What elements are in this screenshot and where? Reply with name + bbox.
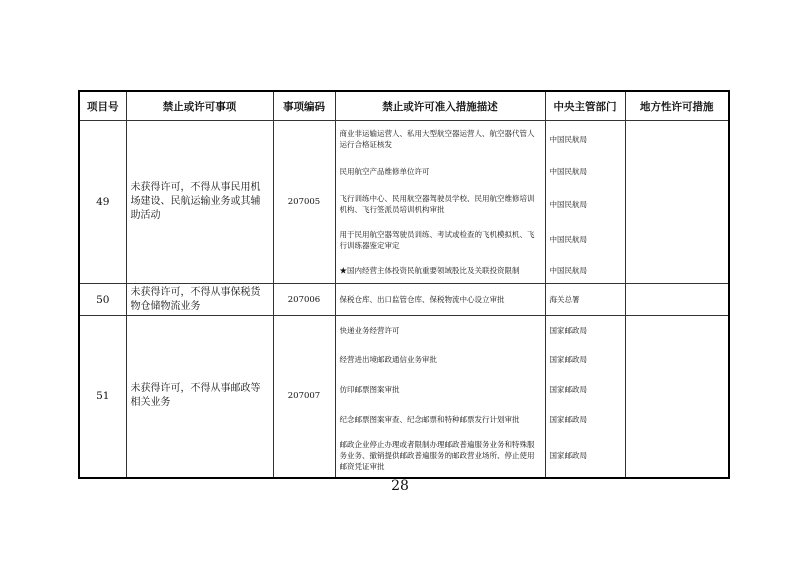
department-item: [546, 285, 625, 315]
measure-item: [336, 121, 545, 157]
measure-item: [336, 257, 545, 283]
header-local-measures: 地方性许可措施: [625, 91, 729, 121]
department-item: [546, 222, 625, 257]
page-number: 28: [391, 478, 409, 494]
department-text: 中国民航局: [549, 167, 587, 176]
row-number: 51: [79, 316, 126, 478]
row-item: 未获得许可，不得从事民用机场建设、民航运输业务或其辅助活动: [126, 121, 273, 284]
header-item-code: 事项编码: [273, 91, 335, 121]
header-measures: 禁止或许可准入措施描述: [335, 91, 545, 121]
measure-item: [336, 186, 545, 222]
department-text: 国家邮政局: [549, 325, 587, 335]
row-local-measures: [625, 316, 729, 478]
measure-text: 飞行训练中心、民用航空器驾驶员学校、民用航空维修培训机构、飞行签派员培训机构审批: [339, 194, 535, 214]
measure-text: 快递业务经营许可: [339, 325, 400, 335]
measure-text: ★国内经营主体投资民航重要领域股比及关联投资限制: [339, 265, 520, 275]
department-item: [546, 157, 625, 186]
department-text: 海关总署: [549, 295, 580, 304]
table-header-row: [79, 91, 729, 121]
measure-item: [336, 344, 545, 374]
header-central-department: 中央主管部门: [545, 91, 625, 121]
department-item: [546, 404, 625, 434]
measure-item: [336, 404, 545, 434]
row-measures: [335, 316, 545, 478]
department-text: 国家邮政局: [549, 354, 587, 364]
table-row: [79, 284, 729, 316]
row-number: 50: [79, 284, 126, 316]
measure-text: 民用航空产品维修单位许可: [339, 167, 430, 176]
department-text: 国家邮政局: [549, 384, 587, 394]
measure-text: 保税仓库、出口监管仓库、保税物流中心设立审批: [339, 295, 505, 304]
measure-item: [336, 285, 545, 315]
measure-item: [336, 316, 545, 344]
measure-text: 用于民用航空器驾驶员训练、考试或检查的飞机模拟机、飞行训练器鉴定审定: [339, 229, 535, 250]
measure-text: 纪念邮票图案审查、纪念邮票和特种邮票发行计划审批: [339, 414, 520, 424]
department-text: 国家邮政局: [549, 414, 587, 424]
row-code: 207005: [273, 121, 335, 284]
row-measures: [335, 121, 545, 284]
row-code: 207006: [273, 284, 335, 316]
department-text: 中国民航局: [549, 235, 587, 244]
department-item: [546, 344, 625, 374]
department-item: [546, 434, 625, 476]
row-item: 未获得许可，不得从事保税货物仓储物流业务: [126, 284, 273, 316]
measure-item: [336, 157, 545, 186]
measure-item: [336, 434, 545, 476]
row-departments: [545, 284, 625, 316]
department-text: 中国民航局: [549, 134, 587, 144]
department-item: [546, 374, 625, 404]
row-code: 207007: [273, 316, 335, 478]
row-measures: [335, 284, 545, 316]
table-row: [79, 316, 729, 478]
row-departments: [545, 316, 625, 478]
department-item: [546, 316, 625, 344]
header-item-number: 项目号: [79, 91, 126, 121]
department-item: [546, 257, 625, 283]
row-local-measures: [625, 284, 729, 316]
measure-item: [336, 222, 545, 257]
department-text: 国家邮政局: [549, 450, 587, 460]
measure-item: [336, 374, 545, 404]
department-item: [546, 121, 625, 157]
department-text: 中国民航局: [549, 199, 587, 209]
table-row: [79, 121, 729, 284]
measure-text: 经营进出境邮政通信业务审批: [339, 354, 437, 364]
row-departments: [545, 121, 625, 284]
row-item: 未获得许可，不得从事邮政等相关业务: [126, 316, 273, 478]
department-item: [546, 186, 625, 222]
row-number: 49: [79, 121, 126, 284]
row-local-measures: [625, 121, 729, 284]
measure-text: 邮政企业停止办理或者限制办理邮政普遍服务业务和特殊服务业务、撤销提供邮政普遍服务的邮政营业场所、停止使用邮资凭证审批: [339, 439, 535, 471]
measure-text: 仿印邮票图案审批: [339, 384, 400, 394]
measure-text: 商业非运输运营人、私用大型航空器运营人、航空器代管人运行合格证核发: [339, 129, 535, 149]
negative-list-table: [78, 90, 730, 479]
department-text: 中国民航局: [549, 265, 587, 275]
header-item: 禁止或许可事项: [126, 91, 273, 121]
